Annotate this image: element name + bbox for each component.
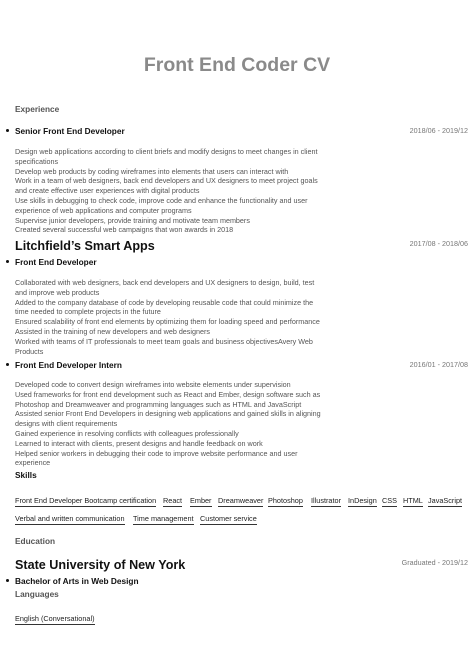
description-line: designs with client requirements [15, 419, 118, 429]
skill-tag: Verbal and written communication [15, 514, 125, 523]
description-line: and create effective user experiences with digital products [15, 186, 200, 196]
job-role: Senior Front End Developer [15, 126, 125, 136]
description-line: specifications [15, 156, 59, 166]
skill-tag: Front End Developer Bootcamp certification [15, 496, 157, 505]
description-line: Gained experience in resolving conflicts with colleagues professionally [15, 428, 239, 438]
skills-heading: Skills [15, 470, 37, 480]
description-line: Developed code to convert design wireframes into website elements under supervision [15, 380, 291, 389]
job-description [15, 380, 335, 468]
skill-tag: Illustrator [311, 496, 342, 505]
description-line: Added to the company database of code by developing reusable code that could minimize the [15, 297, 314, 307]
job-role: Front End Developer [15, 257, 97, 267]
description-line: Assisted senior Front End Developers in designing web applications and gained skills in aligning [15, 409, 321, 419]
description-line: Assisted in the training of new developers and web designers [15, 326, 210, 336]
description-line: Design web applications according to client briefs and modify designs to meet changes in client [15, 147, 318, 156]
job-dates: 2017/08 - 2018/06 [409, 239, 468, 248]
job-dates: 2018/06 - 2019/12 [409, 126, 468, 135]
description-line: Photoshop and Dreamweaver and programming languages such as HTML and JavaScript [15, 399, 302, 409]
description-line: experience of web applications and computer programs [15, 205, 192, 215]
description-line: Supervise junior developers, provide training and motivate team members [15, 215, 250, 225]
description-line: and improve web products [15, 287, 100, 297]
description-line: Products [15, 346, 44, 356]
skill-tag: Photoshop [268, 496, 303, 505]
description-line: Used frameworks for front end development such as React and Ember, design software such as [15, 389, 321, 399]
description-line: experience [15, 458, 51, 468]
description-line: Created several successful web campaigns that won awards in 2018 [15, 225, 234, 235]
description-line: Ensured scalability of front end elements by optimizing them for loading speed and performance [15, 317, 320, 327]
skill-tag: Ember [190, 496, 212, 505]
job-description [15, 147, 335, 235]
description-line: Work in a team of web designers, back end developers and UX designers to meet project goals [15, 176, 318, 186]
description-line: time needed to complete projects in the future [15, 307, 161, 317]
skill-tag: JavaScript [428, 496, 463, 505]
degree: Bachelor of Arts in Web Design [15, 576, 139, 586]
description-line: Helped senior workers in debugging their code to improve website performance and user [15, 448, 298, 458]
graduation-date: Graduated - 2019/12 [401, 558, 468, 567]
experience-heading: Experience [15, 104, 60, 114]
language-tag: English (Conversational) [15, 614, 95, 623]
education-heading: Education [15, 536, 56, 546]
description-line: Use skills in debugging to check code, improve code and enhance the functionality and user [15, 195, 308, 205]
job-description [15, 278, 335, 356]
company-name: Litchfield’s Smart Apps [15, 239, 155, 253]
description-line: Develop web products by coding wireframes into elements that users can interact with [15, 166, 289, 176]
skill-tag: InDesign [348, 496, 377, 505]
skill-tag: CSS [382, 496, 398, 505]
description-line: Collaborated with web designers, back end developers and UX designers to design, build, test [15, 278, 315, 287]
skill-tag: HTML [403, 496, 423, 505]
school-name: State University of New York [15, 558, 186, 572]
skill-tag: Customer service [200, 514, 257, 523]
description-line: Learned to interact with clients, present designs and handle feedback on work [15, 438, 263, 448]
job-role: Front End Developer Intern [15, 360, 122, 370]
description-line: Worked with teams of IT professionals to meet team goals and business objectivesAvery Web [15, 336, 313, 346]
page-title: Front End Coder CV [143, 54, 331, 76]
skill-tag: Dreamweaver [218, 496, 264, 505]
job-dates: 2016/01 - 2017/08 [409, 360, 468, 369]
skill-tag: React [163, 496, 183, 505]
skill-tag: Time management [133, 514, 194, 523]
languages-heading: Languages [15, 589, 59, 599]
